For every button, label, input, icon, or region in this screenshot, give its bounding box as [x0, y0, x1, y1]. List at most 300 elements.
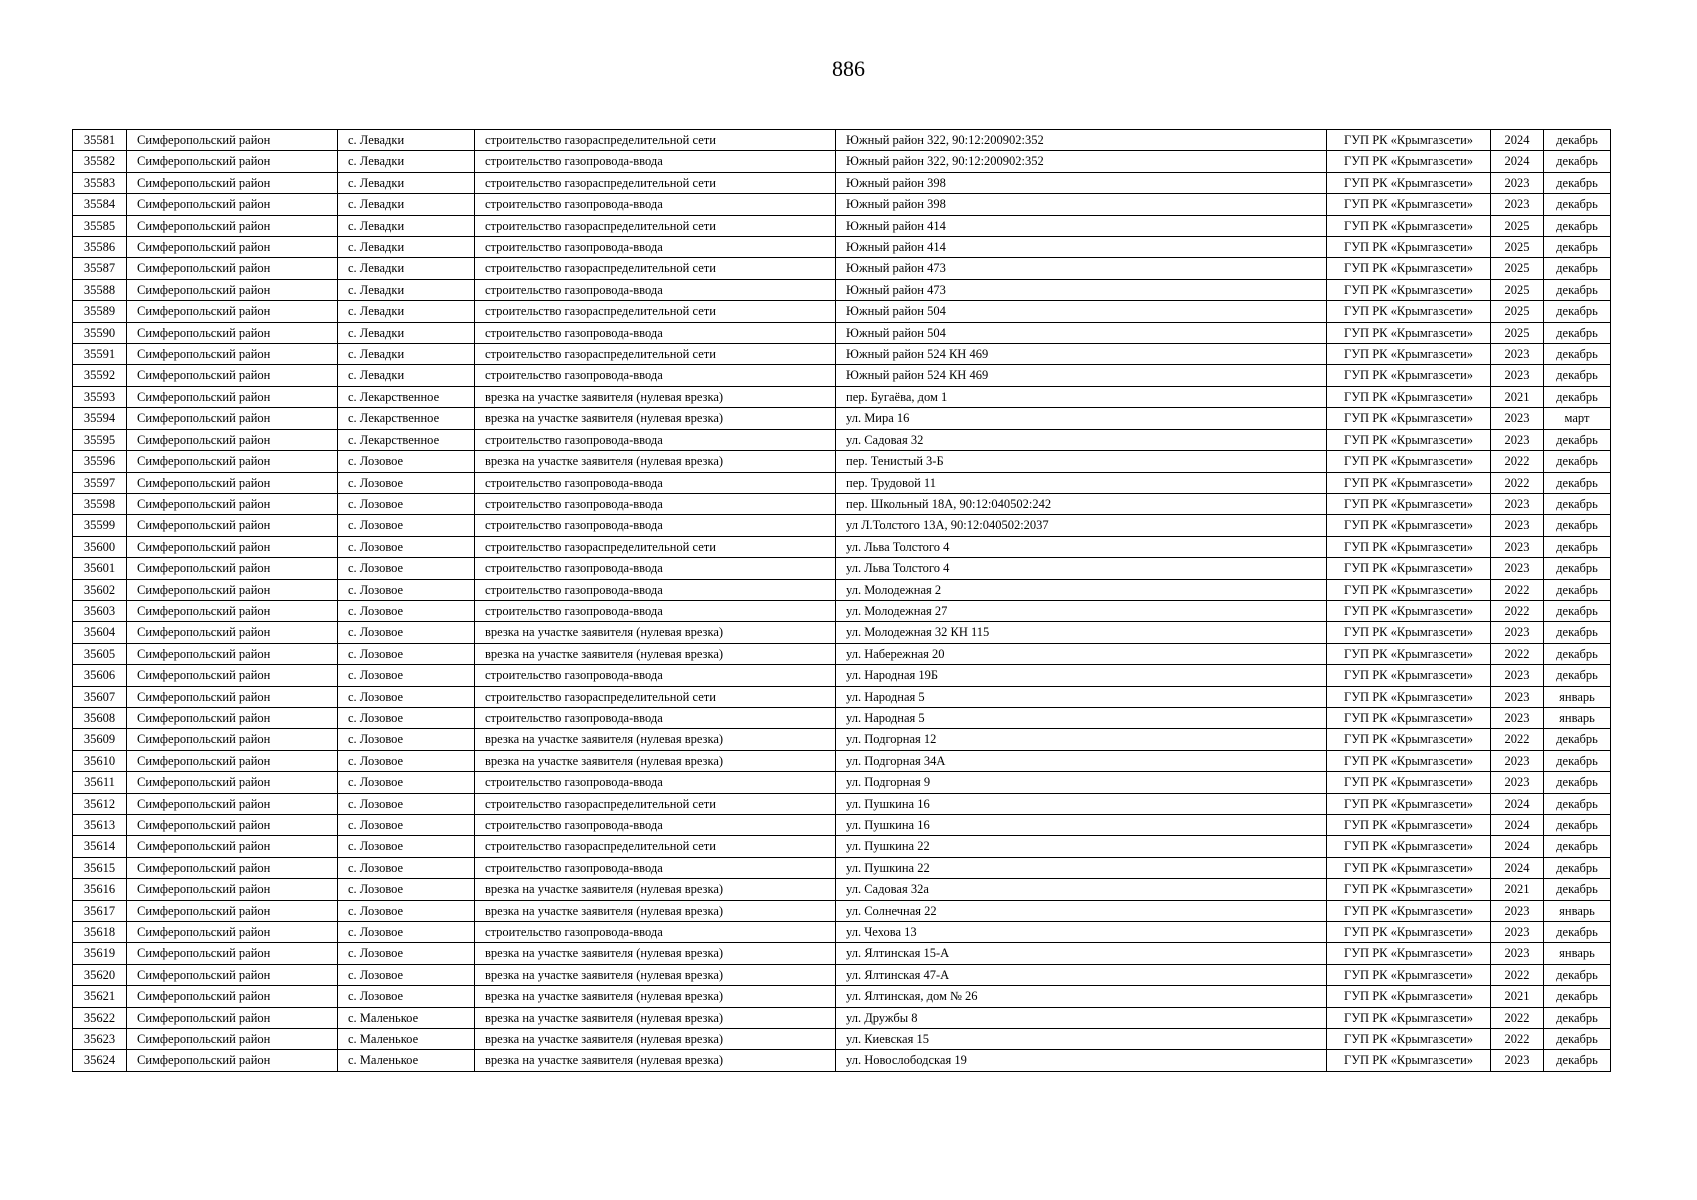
organization-cell: ГУП РК «Крымгазсети» [1327, 964, 1491, 985]
district-cell: Симферопольский район [127, 1007, 338, 1028]
village-cell: с. Левадки [338, 151, 475, 172]
work-type-cell: врезка на участке заявителя (нулевая врезка) [475, 943, 836, 964]
village-cell: с. Левадки [338, 130, 475, 151]
year-cell: 2025 [1491, 322, 1544, 343]
year-cell: 2023 [1491, 515, 1544, 536]
address-cell: ул. Садовая 32а [836, 879, 1327, 900]
village-cell: с. Левадки [338, 279, 475, 300]
work-type-cell: врезка на участке заявителя (нулевая врезка) [475, 1007, 836, 1028]
village-cell: с. Лекарственное [338, 386, 475, 407]
year-cell: 2025 [1491, 215, 1544, 236]
village-cell: с. Лозовое [338, 815, 475, 836]
work-type-cell: строительство газораспределительной сети [475, 301, 836, 322]
district-cell: Симферопольский район [127, 686, 338, 707]
organization-cell: ГУП РК «Крымгазсети» [1327, 515, 1491, 536]
village-cell: с. Лозовое [338, 964, 475, 985]
month-cell: декабрь [1544, 964, 1611, 985]
address-cell: Южный район 524 КН 469 [836, 365, 1327, 386]
village-cell: с. Лозовое [338, 643, 475, 664]
table-row [73, 1050, 1611, 1071]
village-cell: с. Левадки [338, 215, 475, 236]
district-cell: Симферопольский район [127, 215, 338, 236]
district-cell: Симферопольский район [127, 1029, 338, 1050]
district-cell: Симферопольский район [127, 815, 338, 836]
address-cell: Южный район 473 [836, 258, 1327, 279]
district-cell: Симферопольский район [127, 857, 338, 878]
village-cell: с. Левадки [338, 237, 475, 258]
table-row [73, 686, 1611, 707]
address-cell: ул. Мира 16 [836, 408, 1327, 429]
table-row [73, 493, 1611, 514]
organization-cell: ГУП РК «Крымгазсети» [1327, 793, 1491, 814]
row-number-cell: 35596 [73, 451, 127, 472]
work-type-cell: строительство газопровода-ввода [475, 472, 836, 493]
month-cell: декабрь [1544, 836, 1611, 857]
table-row [73, 408, 1611, 429]
table-row [73, 472, 1611, 493]
registry-table-body [73, 130, 1611, 1072]
table-row [73, 386, 1611, 407]
table-row [73, 836, 1611, 857]
year-cell: 2025 [1491, 237, 1544, 258]
work-type-cell: строительство газопровода-ввода [475, 600, 836, 621]
table-row [73, 964, 1611, 985]
year-cell: 2023 [1491, 707, 1544, 728]
village-cell: с. Лозовое [338, 686, 475, 707]
month-cell: январь [1544, 943, 1611, 964]
organization-cell: ГУП РК «Крымгазсети» [1327, 493, 1491, 514]
organization-cell: ГУП РК «Крымгазсети» [1327, 365, 1491, 386]
organization-cell: ГУП РК «Крымгазсети» [1327, 643, 1491, 664]
district-cell: Симферопольский район [127, 258, 338, 279]
village-cell: с. Лозовое [338, 836, 475, 857]
district-cell: Симферопольский район [127, 194, 338, 215]
organization-cell: ГУП РК «Крымгазсети» [1327, 836, 1491, 857]
month-cell: декабрь [1544, 301, 1611, 322]
work-type-cell: строительство газопровода-ввода [475, 515, 836, 536]
year-cell: 2025 [1491, 279, 1544, 300]
village-cell: с. Левадки [338, 322, 475, 343]
table-row [73, 857, 1611, 878]
village-cell: с. Маленькое [338, 1050, 475, 1071]
organization-cell: ГУП РК «Крымгазсети» [1327, 344, 1491, 365]
district-cell: Симферопольский район [127, 279, 338, 300]
organization-cell: ГУП РК «Крымгазсети» [1327, 686, 1491, 707]
work-type-cell: строительство газопровода-ввода [475, 322, 836, 343]
month-cell: декабрь [1544, 857, 1611, 878]
row-number-cell: 35611 [73, 772, 127, 793]
row-number-cell: 35612 [73, 793, 127, 814]
year-cell: 2023 [1491, 665, 1544, 686]
table-row [73, 1029, 1611, 1050]
organization-cell: ГУП РК «Крымгазсети» [1327, 258, 1491, 279]
district-cell: Симферопольский район [127, 622, 338, 643]
village-cell: с. Лозовое [338, 579, 475, 600]
organization-cell: ГУП РК «Крымгазсети» [1327, 986, 1491, 1007]
year-cell: 2025 [1491, 301, 1544, 322]
work-type-cell: врезка на участке заявителя (нулевая врезка) [475, 386, 836, 407]
month-cell: декабрь [1544, 493, 1611, 514]
table-row [73, 194, 1611, 215]
work-type-cell: строительство газопровода-ввода [475, 429, 836, 450]
row-number-cell: 35591 [73, 344, 127, 365]
address-cell: Южный район 322, 90:12:200902:352 [836, 151, 1327, 172]
table-row [73, 943, 1611, 964]
table-row [73, 793, 1611, 814]
month-cell: декабрь [1544, 879, 1611, 900]
district-cell: Симферопольский район [127, 344, 338, 365]
village-cell: с. Лозовое [338, 536, 475, 557]
table-row [73, 151, 1611, 172]
row-number-cell: 35623 [73, 1029, 127, 1050]
address-cell: ул. Подгорная 9 [836, 772, 1327, 793]
organization-cell: ГУП РК «Крымгазсети» [1327, 130, 1491, 151]
year-cell: 2024 [1491, 151, 1544, 172]
organization-cell: ГУП РК «Крымгазсети» [1327, 301, 1491, 322]
row-number-cell: 35593 [73, 386, 127, 407]
village-cell: с. Маленькое [338, 1007, 475, 1028]
year-cell: 2022 [1491, 729, 1544, 750]
month-cell: декабрь [1544, 815, 1611, 836]
village-cell: с. Левадки [338, 194, 475, 215]
year-cell: 2024 [1491, 815, 1544, 836]
organization-cell: ГУП РК «Крымгазсети» [1327, 665, 1491, 686]
table-row [73, 322, 1611, 343]
table-row [73, 172, 1611, 193]
month-cell: декабрь [1544, 558, 1611, 579]
table-row [73, 258, 1611, 279]
district-cell: Симферопольский район [127, 579, 338, 600]
village-cell: с. Маленькое [338, 1029, 475, 1050]
work-type-cell: врезка на участке заявителя (нулевая врезка) [475, 750, 836, 771]
district-cell: Симферопольский район [127, 836, 338, 857]
row-number-cell: 35618 [73, 922, 127, 943]
year-cell: 2023 [1491, 365, 1544, 386]
year-cell: 2023 [1491, 172, 1544, 193]
table-row [73, 451, 1611, 472]
work-type-cell: строительство газораспределительной сети [475, 836, 836, 857]
year-cell: 2022 [1491, 451, 1544, 472]
district-cell: Симферопольский район [127, 922, 338, 943]
district-cell: Симферопольский район [127, 237, 338, 258]
address-cell: ул. Чехова 13 [836, 922, 1327, 943]
address-cell: ул. Народная 5 [836, 707, 1327, 728]
work-type-cell: строительство газораспределительной сети [475, 130, 836, 151]
work-type-cell: врезка на участке заявителя (нулевая врезка) [475, 451, 836, 472]
month-cell: декабрь [1544, 750, 1611, 771]
organization-cell: ГУП РК «Крымгазсети» [1327, 451, 1491, 472]
year-cell: 2023 [1491, 1050, 1544, 1071]
village-cell: с. Лекарственное [338, 429, 475, 450]
row-number-cell: 35600 [73, 536, 127, 557]
year-cell: 2021 [1491, 879, 1544, 900]
row-number-cell: 35584 [73, 194, 127, 215]
table-row [73, 536, 1611, 557]
village-cell: с. Левадки [338, 258, 475, 279]
table-row [73, 429, 1611, 450]
address-cell: ул. Ялтинская, дом № 26 [836, 986, 1327, 1007]
organization-cell: ГУП РК «Крымгазсети» [1327, 408, 1491, 429]
work-type-cell: строительство газопровода-ввода [475, 493, 836, 514]
work-type-cell: врезка на участке заявителя (нулевая врезка) [475, 643, 836, 664]
organization-cell: ГУП РК «Крымгазсети» [1327, 386, 1491, 407]
village-cell: с. Лозовое [338, 600, 475, 621]
table-row [73, 600, 1611, 621]
table-row [73, 215, 1611, 236]
month-cell: декабрь [1544, 515, 1611, 536]
month-cell: декабрь [1544, 151, 1611, 172]
work-type-cell: врезка на участке заявителя (нулевая врезка) [475, 729, 836, 750]
address-cell: ул. Молодежная 27 [836, 600, 1327, 621]
page-number: 886 [832, 56, 865, 81]
row-number-cell: 35594 [73, 408, 127, 429]
year-cell: 2023 [1491, 536, 1544, 557]
organization-cell: ГУП РК «Крымгазсети» [1327, 900, 1491, 921]
row-number-cell: 35602 [73, 579, 127, 600]
address-cell: Южный район 398 [836, 194, 1327, 215]
district-cell: Симферопольский район [127, 879, 338, 900]
village-cell: с. Лозовое [338, 622, 475, 643]
year-cell: 2021 [1491, 386, 1544, 407]
table-row [73, 665, 1611, 686]
row-number-cell: 35590 [73, 322, 127, 343]
table-row [73, 879, 1611, 900]
village-cell: с. Лозовое [338, 472, 475, 493]
village-cell: с. Лекарственное [338, 408, 475, 429]
month-cell: декабрь [1544, 322, 1611, 343]
address-cell: ул. Льва Толстого 4 [836, 558, 1327, 579]
work-type-cell: строительство газопровода-ввода [475, 857, 836, 878]
table-row [73, 237, 1611, 258]
district-cell: Симферопольский район [127, 750, 338, 771]
year-cell: 2021 [1491, 986, 1544, 1007]
month-cell: декабрь [1544, 472, 1611, 493]
month-cell: декабрь [1544, 772, 1611, 793]
village-cell: с. Лозовое [338, 558, 475, 579]
address-cell: Южный район 398 [836, 172, 1327, 193]
year-cell: 2022 [1491, 964, 1544, 985]
row-number-cell: 35620 [73, 964, 127, 985]
village-cell: с. Лозовое [338, 665, 475, 686]
work-type-cell: строительство газораспределительной сети [475, 686, 836, 707]
district-cell: Симферопольский район [127, 707, 338, 728]
year-cell: 2023 [1491, 344, 1544, 365]
year-cell: 2023 [1491, 194, 1544, 215]
year-cell: 2022 [1491, 600, 1544, 621]
village-cell: с. Лозовое [338, 943, 475, 964]
year-cell: 2025 [1491, 258, 1544, 279]
month-cell: декабрь [1544, 215, 1611, 236]
month-cell: декабрь [1544, 130, 1611, 151]
organization-cell: ГУП РК «Крымгазсети» [1327, 472, 1491, 493]
district-cell: Симферопольский район [127, 558, 338, 579]
organization-cell: ГУП РК «Крымгазсети» [1327, 707, 1491, 728]
district-cell: Симферопольский район [127, 408, 338, 429]
year-cell: 2022 [1491, 579, 1544, 600]
district-cell: Симферопольский район [127, 943, 338, 964]
year-cell: 2023 [1491, 622, 1544, 643]
table-row [73, 922, 1611, 943]
address-cell: пер. Трудовой 11 [836, 472, 1327, 493]
row-number-cell: 35617 [73, 900, 127, 921]
address-cell: пер. Тенистый 3-Б [836, 451, 1327, 472]
village-cell: с. Лозовое [338, 793, 475, 814]
district-cell: Симферопольский район [127, 172, 338, 193]
address-cell: ул. Льва Толстого 4 [836, 536, 1327, 557]
address-cell: ул. Пушкина 16 [836, 793, 1327, 814]
row-number-cell: 35621 [73, 986, 127, 1007]
month-cell: декабрь [1544, 600, 1611, 621]
work-type-cell: строительство газораспределительной сети [475, 258, 836, 279]
table-row [73, 365, 1611, 386]
month-cell: декабрь [1544, 194, 1611, 215]
table-row [73, 772, 1611, 793]
district-cell: Симферопольский район [127, 515, 338, 536]
address-cell: пер. Школьный 18А, 90:12:040502:242 [836, 493, 1327, 514]
address-cell: ул. Молодежная 2 [836, 579, 1327, 600]
organization-cell: ГУП РК «Крымгазсети» [1327, 279, 1491, 300]
row-number-cell: 35585 [73, 215, 127, 236]
organization-cell: ГУП РК «Крымгазсети» [1327, 215, 1491, 236]
village-cell: с. Левадки [338, 301, 475, 322]
district-cell: Симферопольский район [127, 386, 338, 407]
month-cell: декабрь [1544, 729, 1611, 750]
row-number-cell: 35607 [73, 686, 127, 707]
village-cell: с. Лозовое [338, 986, 475, 1007]
row-number-cell: 35622 [73, 1007, 127, 1028]
month-cell: декабрь [1544, 1050, 1611, 1071]
work-type-cell: врезка на участке заявителя (нулевая врезка) [475, 408, 836, 429]
work-type-cell: строительство газораспределительной сети [475, 536, 836, 557]
village-cell: с. Лозовое [338, 772, 475, 793]
month-cell: декабрь [1544, 1007, 1611, 1028]
organization-cell: ГУП РК «Крымгазсети» [1327, 750, 1491, 771]
table-row [73, 130, 1611, 151]
district-cell: Симферопольский район [127, 986, 338, 1007]
organization-cell: ГУП РК «Крымгазсети» [1327, 536, 1491, 557]
table-row [73, 579, 1611, 600]
row-number-cell: 35583 [73, 172, 127, 193]
work-type-cell: врезка на участке заявителя (нулевая врезка) [475, 964, 836, 985]
month-cell: декабрь [1544, 665, 1611, 686]
year-cell: 2024 [1491, 130, 1544, 151]
district-cell: Симферопольский район [127, 130, 338, 151]
address-cell: ул. Подгорная 12 [836, 729, 1327, 750]
table-row [73, 707, 1611, 728]
district-cell: Симферопольский район [127, 451, 338, 472]
address-cell: Южный район 414 [836, 237, 1327, 258]
work-type-cell: строительство газопровода-ввода [475, 237, 836, 258]
organization-cell: ГУП РК «Крымгазсети» [1327, 1007, 1491, 1028]
table-row [73, 643, 1611, 664]
row-number-cell: 35595 [73, 429, 127, 450]
table-row [73, 558, 1611, 579]
work-type-cell: врезка на участке заявителя (нулевая врезка) [475, 900, 836, 921]
table-row [73, 815, 1611, 836]
work-type-cell: врезка на участке заявителя (нулевая врезка) [475, 879, 836, 900]
district-cell: Симферопольский район [127, 151, 338, 172]
organization-cell: ГУП РК «Крымгазсети» [1327, 558, 1491, 579]
village-cell: с. Левадки [338, 365, 475, 386]
work-type-cell: строительство газопровода-ввода [475, 579, 836, 600]
address-cell: Южный район 504 [836, 322, 1327, 343]
year-cell: 2023 [1491, 922, 1544, 943]
organization-cell: ГУП РК «Крымгазсети» [1327, 172, 1491, 193]
month-cell: декабрь [1544, 622, 1611, 643]
row-number-cell: 35599 [73, 515, 127, 536]
row-number-cell: 35604 [73, 622, 127, 643]
year-cell: 2023 [1491, 900, 1544, 921]
year-cell: 2023 [1491, 408, 1544, 429]
row-number-cell: 35616 [73, 879, 127, 900]
organization-cell: ГУП РК «Крымгазсети» [1327, 1050, 1491, 1071]
organization-cell: ГУП РК «Крымгазсети» [1327, 579, 1491, 600]
organization-cell: ГУП РК «Крымгазсети» [1327, 772, 1491, 793]
work-type-cell: строительство газораспределительной сети [475, 793, 836, 814]
work-type-cell: врезка на участке заявителя (нулевая врезка) [475, 622, 836, 643]
row-number-cell: 35613 [73, 815, 127, 836]
month-cell: декабрь [1544, 1029, 1611, 1050]
work-type-cell: врезка на участке заявителя (нулевая врезка) [475, 1050, 836, 1071]
row-number-cell: 35586 [73, 237, 127, 258]
work-type-cell: строительство газопровода-ввода [475, 665, 836, 686]
month-cell: декабрь [1544, 258, 1611, 279]
row-number-cell: 35614 [73, 836, 127, 857]
address-cell: пер. Бугаёва, дом 1 [836, 386, 1327, 407]
organization-cell: ГУП РК «Крымгазсети» [1327, 237, 1491, 258]
village-cell: с. Левадки [338, 344, 475, 365]
work-type-cell: врезка на участке заявителя (нулевая врезка) [475, 1029, 836, 1050]
month-cell: декабрь [1544, 429, 1611, 450]
district-cell: Симферопольский район [127, 322, 338, 343]
work-type-cell: строительство газопровода-ввода [475, 558, 836, 579]
month-cell: декабрь [1544, 986, 1611, 1007]
district-cell: Симферопольский район [127, 772, 338, 793]
month-cell: декабрь [1544, 365, 1611, 386]
month-cell: декабрь [1544, 344, 1611, 365]
address-cell: ул. Набережная 20 [836, 643, 1327, 664]
year-cell: 2023 [1491, 750, 1544, 771]
month-cell: декабрь [1544, 386, 1611, 407]
district-cell: Симферопольский район [127, 729, 338, 750]
address-cell: ул. Народная 19Б [836, 665, 1327, 686]
village-cell: с. Лозовое [338, 750, 475, 771]
organization-cell: ГУП РК «Крымгазсети» [1327, 729, 1491, 750]
district-cell: Симферопольский район [127, 429, 338, 450]
address-cell: ул. Садовая 32 [836, 429, 1327, 450]
table-row [73, 301, 1611, 322]
work-type-cell: врезка на участке заявителя (нулевая врезка) [475, 986, 836, 1007]
district-cell: Симферопольский район [127, 900, 338, 921]
year-cell: 2023 [1491, 772, 1544, 793]
table-row [73, 986, 1611, 1007]
work-type-cell: строительство газораспределительной сети [475, 172, 836, 193]
year-cell: 2024 [1491, 793, 1544, 814]
district-cell: Симферопольский район [127, 1050, 338, 1071]
work-type-cell: строительство газораспределительной сети [475, 215, 836, 236]
address-cell: ул. Солнечная 22 [836, 900, 1327, 921]
address-cell: ул. Народная 5 [836, 686, 1327, 707]
year-cell: 2023 [1491, 493, 1544, 514]
address-cell: ул. Киевская 15 [836, 1029, 1327, 1050]
address-cell: ул. Дружбы 8 [836, 1007, 1327, 1028]
organization-cell: ГУП РК «Крымгазсети» [1327, 815, 1491, 836]
district-cell: Симферопольский район [127, 472, 338, 493]
row-number-cell: 35601 [73, 558, 127, 579]
organization-cell: ГУП РК «Крымгазсети» [1327, 943, 1491, 964]
row-number-cell: 35610 [73, 750, 127, 771]
work-type-cell: строительство газопровода-ввода [475, 194, 836, 215]
